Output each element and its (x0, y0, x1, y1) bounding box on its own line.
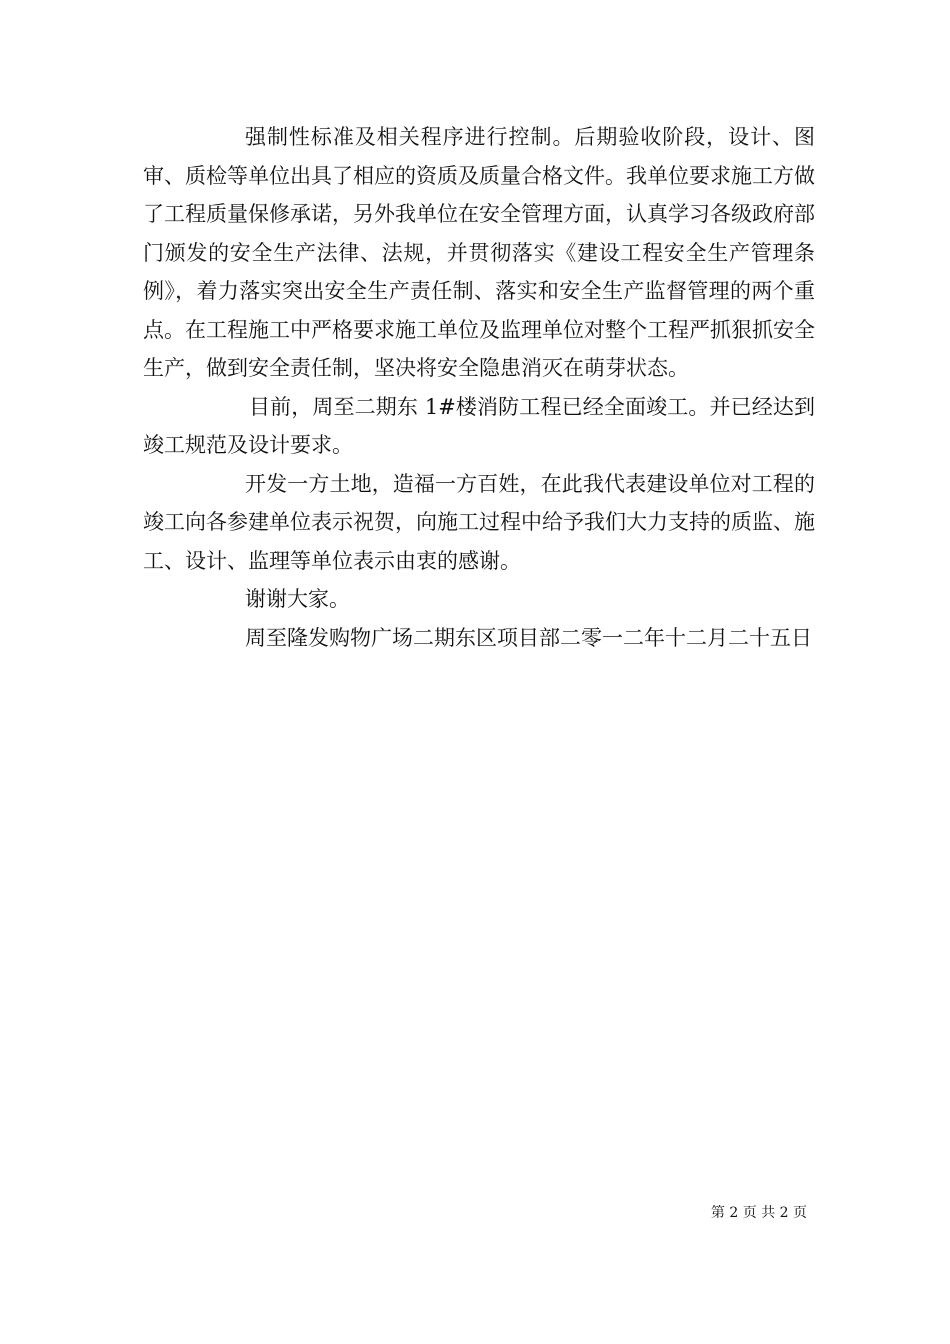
paragraph-safety-management: 强制性标准及相关程序进行控制。后期验收阶段，设计、图审、质检等单位出具了相应的资质及质量合格文件。我单位要求施工方做了工程质量保修承诺，另外我单位在安全管理方面，认真学习各级政府部门颁发的安全生产法律、法规，并贯彻落实《建设工程安全生产管理条例》，着力落实突出安全生产责任制、落实和安全生产监督管理的两个重点。在工程施工中严格要求施工单位及监理单位对整个工程严抓狠抓安全生产，做到安全责任制，坚决将安全隐患消灭在萌芽状态。 (143, 125, 815, 380)
page-number-footer: 第 2 页 共 2 页 (710, 1205, 807, 1221)
paragraph-completion-status: 目前，周至二期东 1#楼消防工程已经全面竣工。并已经达到竣工规范及设计要求。 (143, 394, 815, 457)
paragraph-congratulations: 开发一方土地，造福一方百姓，在此我代表建设单位对工程的竣工向各参建单位表示祝贺，向施工过程中给予我们大力支持的质监、施工、设计、监理等单位表示由衷的感谢。 (143, 471, 815, 573)
document-body (143, 118, 815, 657)
paragraph-signature-date: 周至隆发购物广场二期东区项目部二零一二年十二月二十五日 (245, 625, 812, 650)
paragraph-thanks: 谢谢大家。 (245, 587, 350, 611)
